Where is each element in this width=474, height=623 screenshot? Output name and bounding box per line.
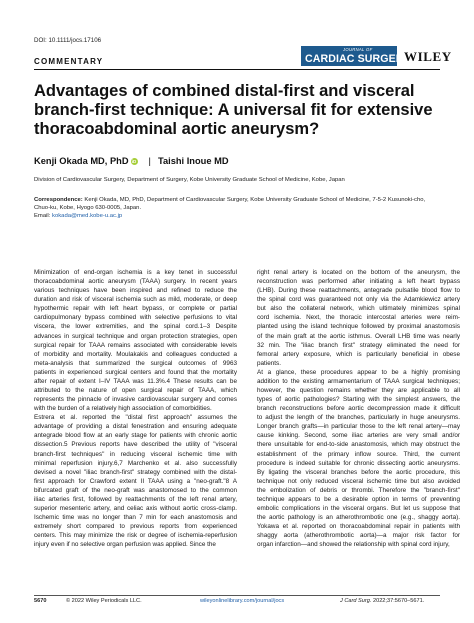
body-text-line: surgical repair for TAAA remains associated with considerable levels — [34, 341, 237, 349]
correspondence-text: Kenji Okada, MD, PhD, Department of Cardiovascular Surgery, Kobe University Graduate School of Medicine, 7-5-2 Kusunoki-cho, Chuo-ku, Kobe, Hyogo 630-0005, Japan. — [34, 197, 426, 211]
body-text-line: cause kinking. Second, some iliac arteries are very small and/or — [257, 432, 460, 440]
body-text-line: 32 min. The "iliac branch first" strategy eliminated the need for — [257, 341, 460, 349]
body-text-line: types of aortic pathologies? Starting with the simplest answers, the — [257, 396, 460, 404]
body-text-line: hypothermic repair with left heart bypass, or complete or partial — [34, 305, 237, 313]
body-text-line: (LHB). During these reattachments, antegrade pulsatile blood flow to — [257, 287, 460, 295]
body-text-line: superior mesenteric artery, and celiac axis without aortic cross-clamp. — [34, 505, 237, 513]
body-text-line: Yokawa et al. reported on thoracoabdominal repair in patients with — [257, 523, 460, 531]
body-text-line: At a glance, these procedures appear to be a highly promising — [257, 368, 460, 376]
body-text-line: centers. This may minimize the risk or degree of ischemia-reperfusion — [34, 532, 237, 540]
body-text-line: there unsuitable for end-to-side anastomosis, which may obstruct the — [257, 441, 460, 449]
orcid-icon[interactable]: iD — [131, 159, 137, 164]
body-text-line: viscera, the lower extremities, and the spinal cord.1–3 Despite — [34, 323, 237, 331]
email-label: Email: — [34, 213, 51, 219]
journal-logo-prefix: JOURNAL OF — [343, 47, 373, 52]
body-text-line: the embolization of debris or thrombi. Therefore the "branch-first" — [257, 486, 460, 494]
body-text-line: patients in experienced surgical centers and found that the mortality — [34, 368, 237, 376]
body-text-line: technique not only reduced visceral ischemic time but also avoided — [257, 477, 460, 485]
body-text-line: extremely short compared to previous reports from experienced — [34, 523, 237, 531]
body-text-line: duration and risk of visceral ischemia such as mild, moderate, or deep — [34, 296, 237, 304]
citation — [340, 598, 424, 604]
body-text-line: Estrera et al. reported the "distal first approach" assumes the — [34, 414, 237, 422]
body-text-line: with the burden of a relatively high association of comorbidities. — [34, 405, 212, 413]
body-text-line: to adjust the length of the branches, particularly in huge aneurysms. — [257, 414, 460, 422]
body-text-line: cord ischemia. Next, the thoracic intercostal arteries were reim- — [257, 314, 460, 322]
body-text-line: Minimization of end-organ ischemia is a key tenet in successful — [34, 269, 237, 276]
body-text-line: but also the collateral network, which ultimately minimizes spinal — [257, 305, 460, 313]
journal-abbrev: J Card Surg. — [340, 598, 372, 604]
header-rule — [34, 69, 440, 70]
body-text-line: thoracoabdominal aortic aneurysm (TAAA) surgery. In recent years — [34, 278, 237, 286]
body-text-line: the aortic pathology is an atherothrombotic one (e.g., shaggy aorta). — [257, 514, 460, 522]
body-text-line: first approach for Crawford extent II TAAA using a "neo-graft."8 A — [34, 477, 237, 485]
body-text-line: establishment of the primary inflow source. Third, the current — [257, 450, 460, 458]
body-text-line: antegrade blood flow at an early stage for patients with chronic aortic — [34, 432, 237, 440]
body-text-line: iliac arteries first, followed by reattachments of the left renal artery, — [34, 495, 237, 503]
body-text-line: the spinal cord was guaranteed not only via the Adamkiewicz artery — [257, 296, 460, 304]
body-text-line: embolic complications in the visceral organs. But let us suppose that — [257, 505, 460, 513]
affiliation: Division of Cardiovascular Surgery, Department of Surgery, Kobe University Graduate School of Medicine, Kobe, Japan — [34, 177, 345, 183]
body-text-line: after repair of extent I–IV TAAA was 11.3%.4 These results can be — [34, 377, 237, 385]
correspondence-label: Correspondence: — [34, 197, 83, 203]
author-name[interactable]: Taishi Inoue MD — [157, 156, 229, 166]
correspondence — [34, 196, 440, 212]
body-text-line: By ligating the visceral branches before the aortic procedure, this — [257, 468, 460, 476]
email-link[interactable]: kokada@med.kobe-u.ac.jp — [52, 213, 123, 219]
copyright: © 2022 Wiley Periodicals LLC. — [66, 598, 142, 604]
body-text-line: organ infarction—and showed the relationship with spinal cord injury, — [257, 541, 450, 549]
body-text-line: cardiopulmonary bypass combined with selective perfusions to vital — [34, 314, 237, 322]
body-text-line: advantage of providing a distal fenestration and ensuring adequate — [34, 423, 237, 431]
body-text-line: procedure is indeed suitable for chronic dissecting aortic aneurysms. — [257, 459, 460, 467]
body-text-line: advances in surgical technique and organ protection strategies, open — [34, 332, 237, 340]
journal-logo-name: CARDIAC SURGERY — [305, 53, 411, 65]
body-column-right — [257, 268, 460, 549]
publisher-logo: WILEY — [404, 49, 452, 64]
author-name[interactable]: Kenji Okada MD, PhD — [34, 156, 129, 166]
body-text-line: branch reconstructions before aortic decompression made it difficult — [257, 405, 460, 413]
citation-volume: 2022;37:5670–5671. — [372, 598, 425, 604]
body-text-line: minimal reperfusion injury.6,7 Marchenko et al. also successfully — [34, 459, 237, 467]
body-text-line: of morbidity and mortality. Moulakakis and colleagues conducted a — [34, 350, 237, 358]
body-text-line: represents the pinnacle of invasive cardiovascular surgery and comes — [34, 396, 237, 404]
page-number: 5670 — [34, 598, 47, 604]
body-text-line: Longer branch grafts—in particular those to the left renal artery—may — [257, 423, 460, 431]
doi-text: DOI: 10.1111/jocs.17106 — [34, 37, 102, 44]
body-text-line: addition to the existing armamentarium of TAAA surgical techniques; — [257, 377, 460, 385]
body-text-line: bifurcated graft of the neo-graft was anastomosed to the common — [34, 486, 237, 494]
body-text-line: shaggy aorta (atherothrombotic aorta)—a major risk factor for — [257, 532, 460, 540]
body-text-line: technique appears to be a desirable option in terms of preventing — [257, 495, 460, 503]
body-text-line: femoral artery exposure, which is particularly beneficial in obese — [257, 350, 460, 358]
body-text-line: devised a novel "iliac branch-first" strategy combined with the distal- — [34, 468, 237, 476]
body-text-line: Ischemic time was no longer than 7 min for each anastomosis and — [34, 514, 237, 522]
body-text-line: injury even if no selective organ perfusion was applied. Since the — [34, 541, 216, 549]
body-text-line: meta-analysis that summarized the surgical outcomes of 9963 — [34, 359, 237, 367]
section-label: COMMENTARY — [34, 57, 104, 66]
body-text-line: right renal artery is located on the bottom of the aneurysm, the — [257, 269, 460, 276]
body-text-line: of the main graft at the aortic isthmus. Overall LHB time was nearly — [257, 332, 460, 340]
journal-logo — [301, 46, 411, 66]
body-text-line: attributed to the nature of open surgical repair of TAAA, which — [34, 387, 237, 395]
body-text-line: planted using the island technique followed by proximal anastomosis — [257, 323, 460, 331]
author-list — [34, 156, 229, 166]
author-separator: | — [148, 156, 151, 166]
article-title: Advantages of combined distal-first and visceral branch-first technique: A universal fit for extensive thoracoabdominal aortic aneurysm? — [34, 82, 433, 138]
email-line — [34, 213, 122, 219]
body-text-line: various techniques have been inspired and refined to reduce the — [34, 287, 237, 295]
body-text-line: however, the question remains whether they are applicable to all — [257, 387, 460, 395]
body-column-left — [34, 268, 237, 549]
body-text-line: patients. — [257, 359, 281, 367]
body-text-line: reconstruction was performed after initiating a left heart bypass — [257, 278, 460, 286]
body-text-line: branch-first techniques" in reducing visceral ischemic time with — [34, 450, 237, 458]
journal-url-link[interactable]: wileyonlinelibrary.com/journal/jocs — [200, 598, 285, 604]
body-text-line: dissection.5 Previous reports have described the utility of "visceral — [34, 441, 237, 449]
footer-rule — [34, 595, 440, 596]
